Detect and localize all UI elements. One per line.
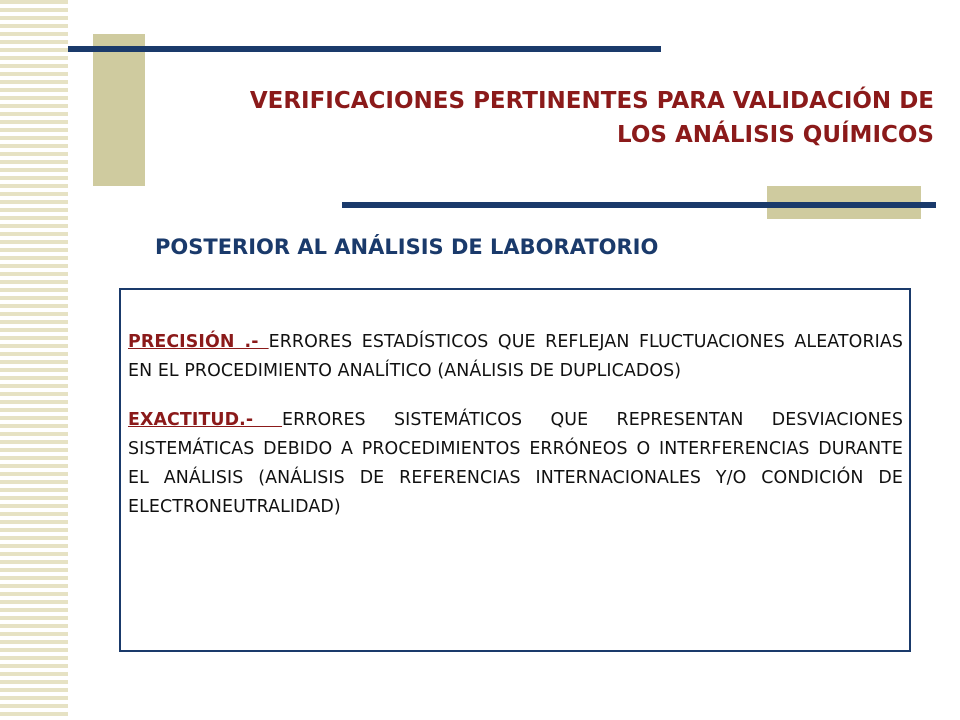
exactitud-term: EXACTITUD.-: [128, 410, 283, 430]
slide-subtitle: POSTERIOR AL ANÁLISIS DE LABORATORIO: [155, 235, 659, 259]
exactitud-text: ERRORES SISTEMÁTICOS QUE REPRESENTAN DESVIACIONES SISTEMÁTICAS DEBIDO A PROCEDIMIENTOS ERRÓNEOS O INTERFERENCIAS DURANTE EL ANÁLISIS (ANÁLISIS DE REFERENCIAS INTERNACIONALES Y/O CONDICIÓN DE ELECTRONEUTRALIDAD): [128, 410, 904, 517]
exactitud-paragraph: [128, 406, 903, 522]
slide-title-line2: LOS ANÁLISIS QUÍMICOS: [617, 122, 934, 148]
decorative-bar-mid: [342, 202, 936, 208]
slide-title-line1: VERIFICACIONES PERTINENTES PARA VALIDACIÓN DE: [249, 88, 934, 114]
decorative-bar-top: [68, 46, 661, 52]
decorative-stripes: [0, 0, 68, 720]
content-box: [119, 288, 911, 652]
precision-paragraph: [128, 328, 903, 386]
slide-title: [114, 84, 934, 152]
precision-term: PRECISIÓN .-: [128, 332, 269, 352]
precision-text: ERRORES ESTADÍSTICOS QUE REFLEJAN FLUCTUACIONES ALEATORIAS EN EL PROCEDIMIENTO ANALÍTICO (ANÁLISIS DE DUPLICADOS): [128, 332, 903, 381]
